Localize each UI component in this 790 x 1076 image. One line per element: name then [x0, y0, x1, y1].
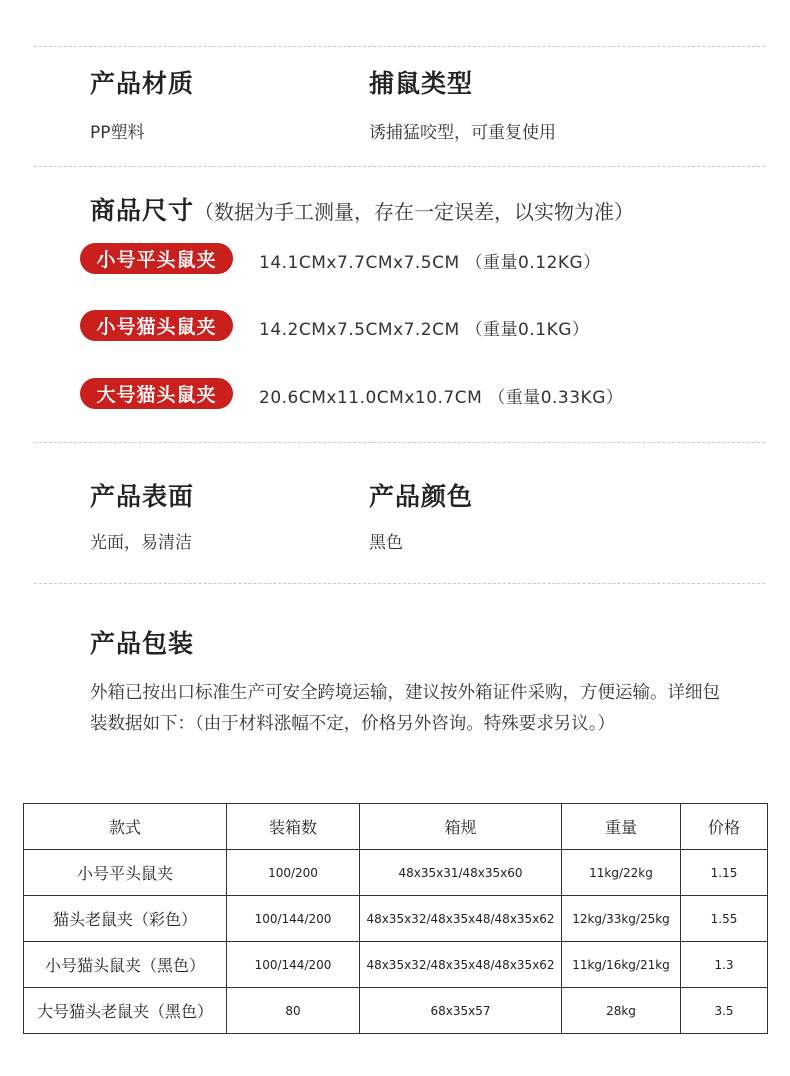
cell-style: 小号猫头鼠夹（黑色） [24, 942, 227, 988]
table-header-row [24, 804, 768, 850]
header-style: 款式 [24, 804, 227, 850]
cell-quantity: 100/200 [227, 850, 360, 896]
packaging-heading: 产品包装 [90, 629, 195, 658]
cell-quantity: 100/144/200 [227, 942, 360, 988]
header-price: 价格 [681, 804, 768, 850]
size-dimensions: 20.6CMx11.0CMx10.7CM （重量0.33KG） [259, 388, 624, 408]
cell-carton-size: 48x35x32/48x35x48/48x35x62 [360, 942, 562, 988]
packaging-description: 外箱已按出口标准生产可安全跨境运输，建议按外箱证件采购，方便运输。详细包装数据如下：（由于材料涨幅不定，价格另外咨询。特殊要求另议。） [90, 683, 720, 734]
surface-value: 光面，易清洁 [90, 533, 192, 553]
packaging-table [23, 803, 768, 1034]
surface-heading: 产品表面 [90, 482, 195, 511]
cell-price: 1.55 [681, 896, 768, 942]
cell-carton-size: 48x35x32/48x35x48/48x35x62 [360, 896, 562, 942]
header-quantity: 装箱数 [227, 804, 360, 850]
cell-carton-size: 48x35x31/48x35x60 [360, 850, 562, 896]
size-heading [90, 191, 634, 227]
cell-price: 3.5 [681, 988, 768, 1034]
cell-weight: 28kg [562, 988, 681, 1034]
cell-style: 猫头老鼠夹（彩色） [24, 896, 227, 942]
size-label-pill: 小号平头鼠夹 [80, 243, 233, 274]
header-carton-size: 箱规 [360, 804, 562, 850]
table-row [24, 942, 768, 988]
size-dimensions: 14.2CMx7.5CMx7.2CM （重量0.1KG） [259, 320, 590, 340]
size-heading-title: 商品尺寸 [90, 196, 195, 225]
color-value: 黑色 [369, 533, 403, 553]
color-heading: 产品颜色 [369, 482, 474, 511]
cell-quantity: 80 [227, 988, 360, 1034]
cell-weight: 11kg/22kg [562, 850, 681, 896]
divider [34, 46, 765, 47]
divider [34, 583, 765, 584]
material-value: PP塑料 [90, 123, 145, 143]
cell-style: 小号平头鼠夹 [24, 850, 227, 896]
divider [34, 166, 765, 167]
material-heading: 产品材质 [90, 69, 195, 98]
size-dimensions: 14.1CMx7.7CMx7.5CM （重量0.12KG） [259, 253, 601, 273]
cell-price: 1.15 [681, 850, 768, 896]
cell-price: 1.3 [681, 942, 768, 988]
cell-carton-size: 68x35x57 [360, 988, 562, 1034]
cell-quantity: 100/144/200 [227, 896, 360, 942]
cell-weight: 11kg/16kg/21kg [562, 942, 681, 988]
cell-style: 大号猫头老鼠夹（黑色） [24, 988, 227, 1034]
size-note: （数据为手工测量，存在一定误差，以实物为准） [194, 200, 635, 224]
table-row [24, 988, 768, 1034]
header-weight: 重量 [562, 804, 681, 850]
size-label-pill: 大号猫头鼠夹 [80, 378, 233, 409]
divider [34, 442, 765, 443]
trap-type-heading: 捕鼠类型 [369, 69, 474, 98]
size-label-pill: 小号猫头鼠夹 [80, 310, 233, 341]
cell-weight: 12kg/33kg/25kg [562, 896, 681, 942]
table-row [24, 896, 768, 942]
trap-type-value: 诱捕猛咬型，可重复使用 [369, 123, 556, 143]
table-row [24, 850, 768, 896]
